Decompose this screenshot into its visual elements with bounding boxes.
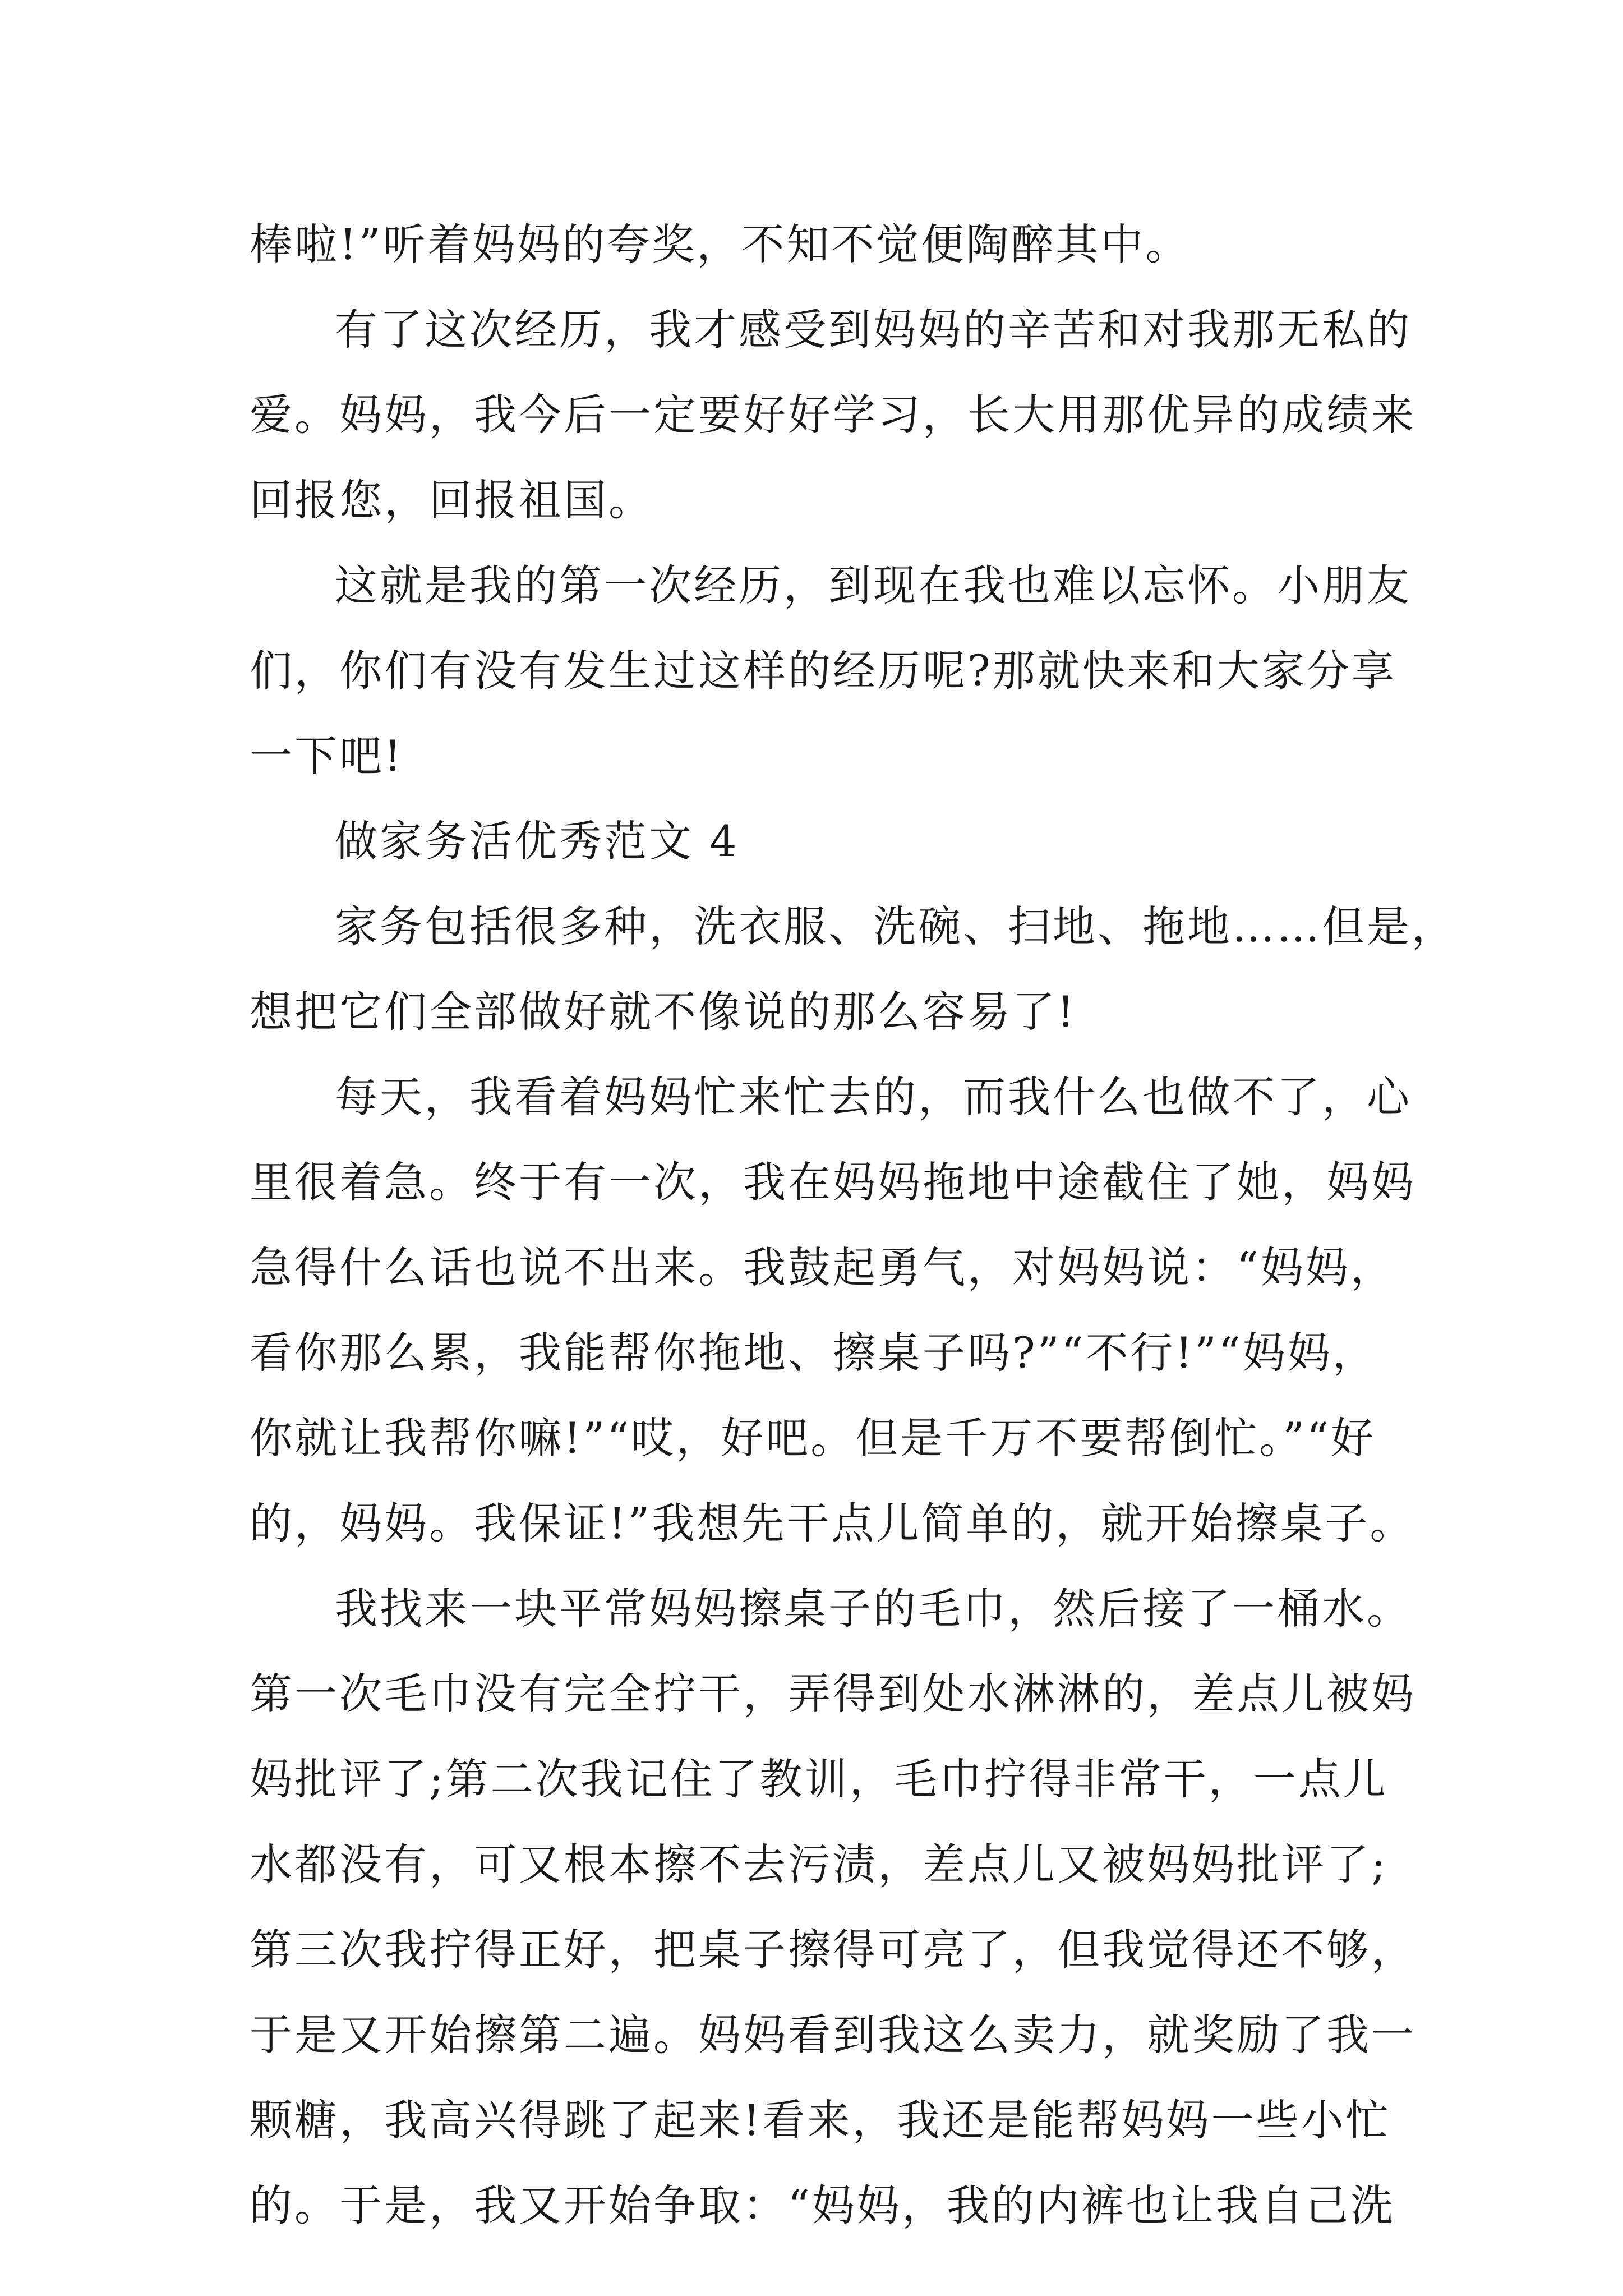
text-line: 棒啦!”听着妈妈的夸奖，不知不觉便陶醉其中。 <box>250 219 1191 269</box>
section-heading: 做家务活优秀范文 4 <box>335 816 739 866</box>
text-line: 颗糖，我高兴得跳了起来!看来，我还是能帮妈妈一些小忙 <box>250 2095 1391 2145</box>
text-line: 一下吧! <box>250 731 404 781</box>
text-line: 水都没有，可又根本擦不去污渍，差点儿又被妈妈批评了; <box>250 1839 1388 1889</box>
paragraph-start-line: 有了这次经历，我才感受到妈妈的辛苦和对我那无私的 <box>335 305 1412 355</box>
text-line: 回报您，回报祖国。 <box>250 475 653 525</box>
text-line: 的，妈妈。我保证!”我想先干点儿简单的，就开始擦桌子。 <box>250 1498 1415 1548</box>
text-line: 第一次毛巾没有完全拧干，弄得到处水淋淋的，差点儿被妈 <box>250 1669 1416 1719</box>
paragraph-start-line: 家务包括很多种，洗衣服、洗碗、扫地、拖地……但是， <box>335 901 1456 951</box>
text-line: 想把它们全部做好就不像说的那么容易了! <box>250 987 1077 1037</box>
paragraph-start-line: 我找来一块平常妈妈擦桌子的毛巾，然后接了一桶水。 <box>335 1584 1412 1634</box>
text-line: 的。于是，我又开始争取：“妈妈，我的内裤也让我自己洗 <box>250 2180 1395 2230</box>
text-line: 你就让我帮你嘛!”“哎，好吧。但是千万不要帮倒忙。”“好 <box>250 1413 1376 1463</box>
text-line: 里很着急。终于有一次，我在妈妈拖地中途截住了她，妈妈 <box>250 1157 1416 1207</box>
text-line: 看你那么累，我能帮你拖地、擦桌子吗?”“不行!”“妈妈， <box>250 1328 1377 1378</box>
paragraph-start-line: 每天，我看着妈妈忙来忙去的，而我什么也做不了，心 <box>335 1072 1412 1122</box>
text-line: 爱。妈妈，我今后一定要好好学习，长大用那优异的成绩来 <box>250 390 1416 440</box>
paragraph-start-line: 这就是我的第一次经历，到现在我也难以忘怀。小朋友 <box>335 560 1412 610</box>
text-line: 第三次我拧得正好，把桌子擦得可亮了，但我觉得还不够， <box>250 1925 1416 1975</box>
body-text <box>250 202 1456 2248</box>
text-line: 于是又开始擦第二遍。妈妈看到我这么卖力，就奖励了我一 <box>250 2010 1416 2060</box>
text-line: 急得什么话也说不出来。我鼓起勇气，对妈妈说：“妈妈， <box>250 1243 1395 1292</box>
text-line: 们，你们有没有发生过这样的经历呢?那就快来和大家分享 <box>250 646 1396 696</box>
text-line: 妈批评了;第二次我记住了教训，毛巾拧得非常干，一点儿 <box>250 1754 1388 1804</box>
